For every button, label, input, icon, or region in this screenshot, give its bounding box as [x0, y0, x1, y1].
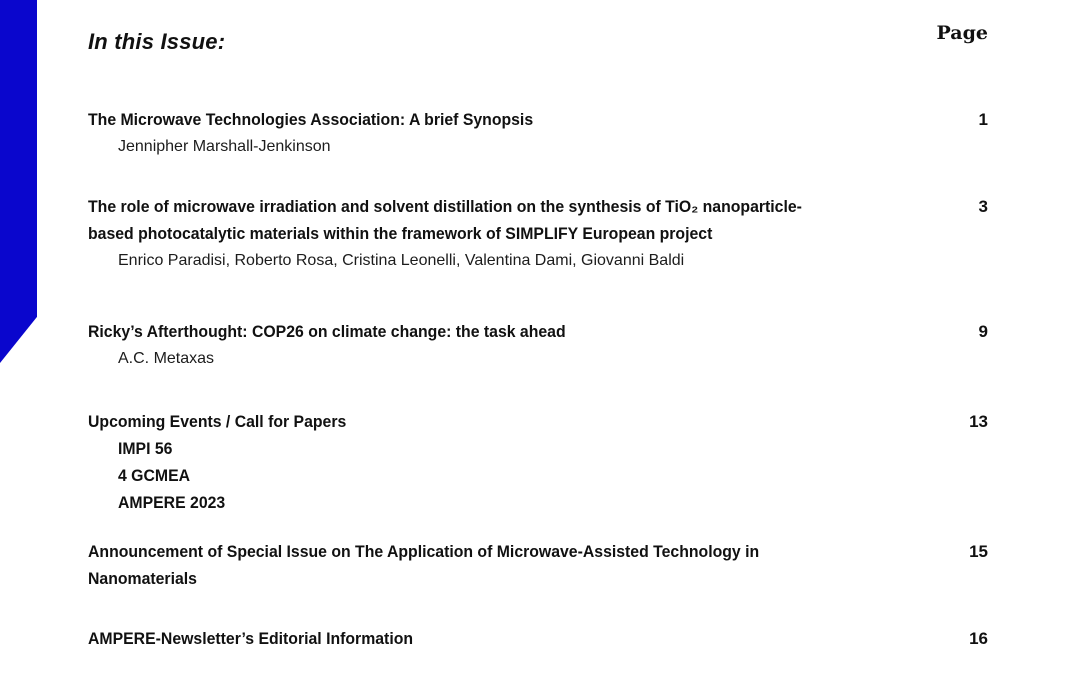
toc-entry: [88, 318, 988, 372]
page-column-header: Page: [936, 22, 988, 44]
issue-title: In this Issue:: [88, 29, 226, 54]
toc-entry: [88, 193, 988, 274]
toc-entry: [88, 106, 988, 160]
entry-title: The Microwave Technologies Association: A brief Synopsis: [88, 110, 534, 129]
toc-list: [88, 106, 988, 652]
entry-authors: Jennipher Marshall-Jenkinson: [118, 138, 331, 155]
entry-authors: Enrico Paradisi, Roberto Rosa, Cristina Leonelli, Valentina Dami, Giovanni Baldi: [118, 252, 685, 269]
entry-page-number: 3: [978, 197, 988, 216]
toc-entry: [88, 408, 988, 516]
toc-content: [88, 0, 988, 652]
entry-main: [88, 625, 918, 652]
entry-title-line-2: based photocatalytic materials within the framework of SIMPLIFY European project: [88, 224, 713, 243]
entry-title: Announcement of Special Issue on The Application of Microwave-Assisted Technology in: [88, 542, 760, 561]
entry-authors: A.C. Metaxas: [118, 350, 215, 367]
entry-subitem: IMPI 56: [118, 439, 173, 458]
entry-title-line-2: Nanomaterials: [88, 569, 197, 588]
entry-title: Ricky’s Afterthought: COP26 on climate change: the task ahead: [88, 322, 566, 341]
entry-main: [88, 193, 918, 274]
entry-page-number: 1: [978, 110, 988, 129]
entry-title: Upcoming Events / Call for Papers: [88, 412, 347, 431]
entry-subitem: 4 GCMEA: [118, 466, 191, 485]
entry-main: [88, 318, 918, 372]
entry-subitem: AMPERE 2023: [118, 493, 226, 512]
entry-main: [88, 538, 918, 592]
entry-title: AMPERE-Newsletter’s Editorial Information: [88, 629, 414, 648]
entry-title: The role of microwave irradiation and solvent distillation on the synthesis of TiO₂ nanoparticle-: [88, 197, 802, 216]
entry-main: [88, 408, 918, 516]
toc-entry: [88, 625, 988, 652]
toc-entry: [88, 538, 988, 592]
toc-header: [88, 20, 988, 56]
entry-page-number: 15: [969, 542, 988, 561]
entry-page-number: 13: [969, 412, 988, 431]
entry-main: [88, 106, 918, 160]
entry-page-number: 9: [978, 322, 988, 341]
entry-page-number: 16: [969, 629, 988, 648]
blue-ribbon-decoration: [0, 0, 37, 363]
